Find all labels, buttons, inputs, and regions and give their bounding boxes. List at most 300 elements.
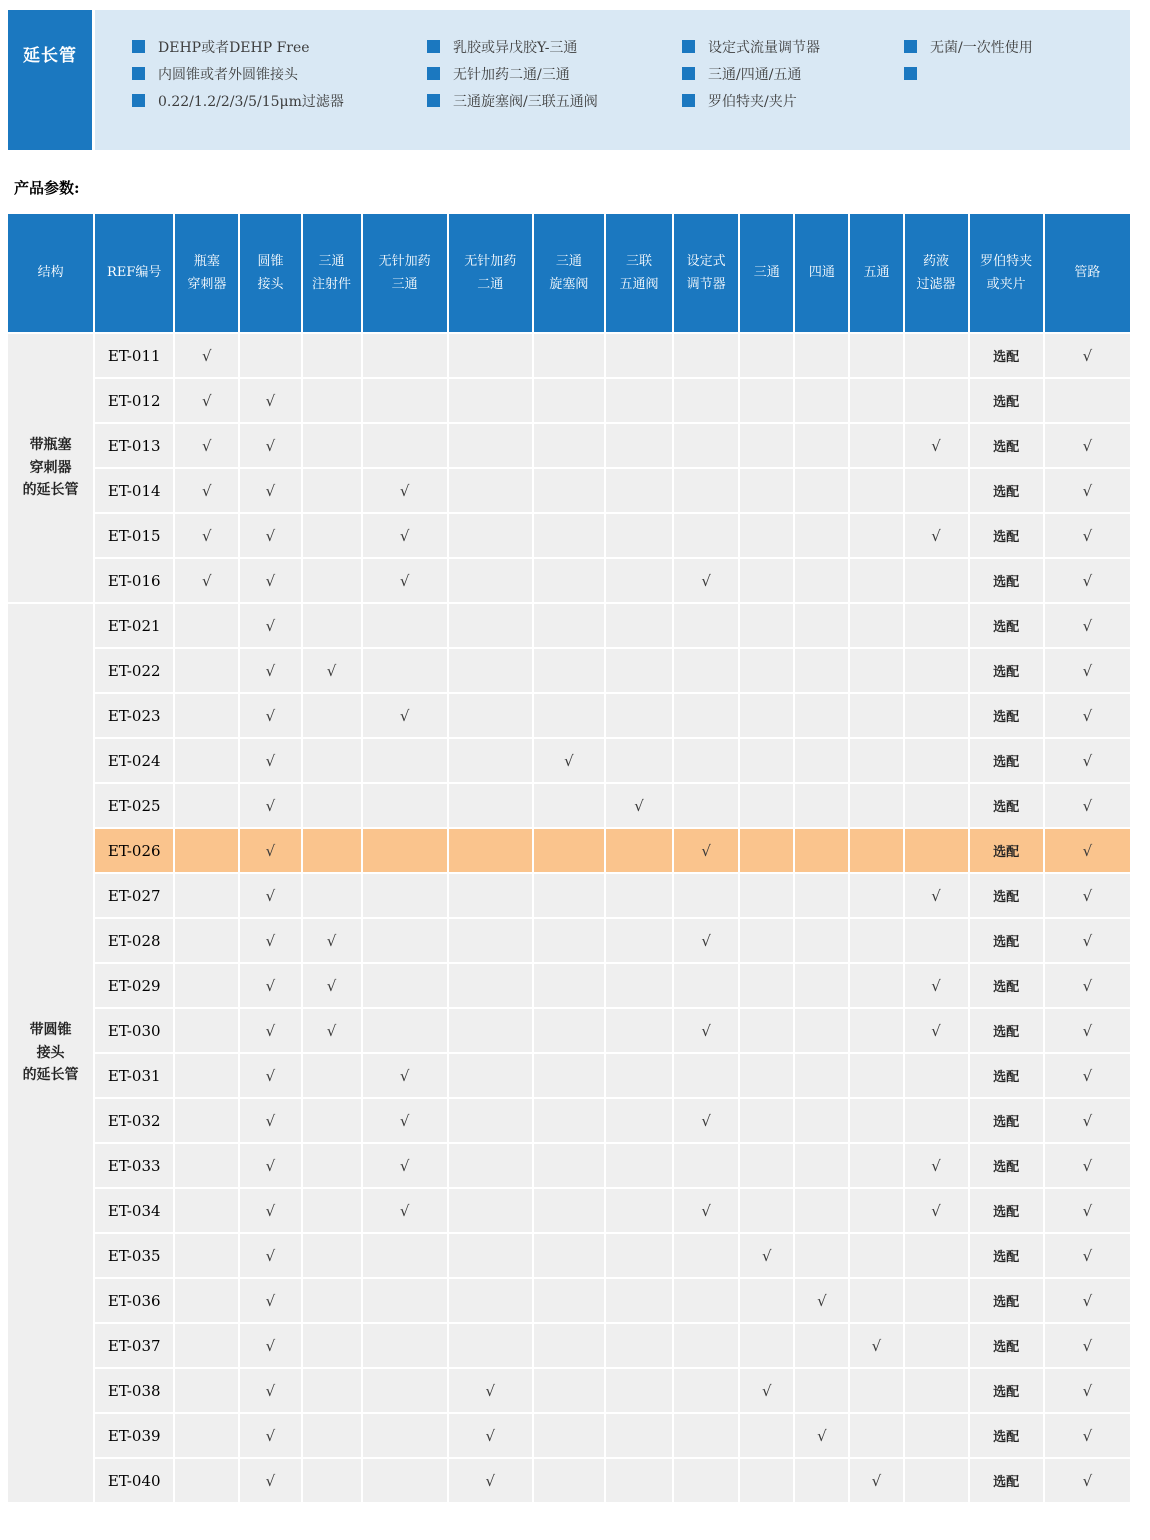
table-row-ET-036[interactable]	[8, 1279, 1130, 1322]
empty-cell	[795, 514, 848, 557]
optional-cell: 选配	[970, 514, 1043, 557]
table-row-ET-039[interactable]	[8, 1414, 1130, 1457]
empty-cell	[363, 1009, 447, 1052]
ref-code: ET-040	[95, 1459, 173, 1502]
check-cell	[240, 649, 300, 692]
table-row-ET-035[interactable]	[8, 1234, 1130, 1277]
empty-cell	[606, 1144, 672, 1187]
empty-cell	[240, 334, 300, 377]
ref-code: ET-034	[95, 1189, 173, 1232]
empty-cell	[534, 424, 604, 467]
empty-cell	[850, 829, 902, 872]
table-row-ET-030[interactable]	[8, 1009, 1130, 1052]
table-row-ET-013[interactable]	[8, 424, 1130, 467]
empty-cell	[303, 739, 361, 782]
empty-cell	[449, 604, 532, 647]
empty-cell	[674, 1144, 738, 1187]
check-cell	[240, 1324, 300, 1367]
empty-cell	[175, 1414, 238, 1457]
empty-cell	[674, 1234, 738, 1277]
empty-cell	[303, 694, 361, 737]
empty-cell	[449, 964, 532, 1007]
feature-item	[427, 91, 682, 110]
check-mark: √	[634, 796, 644, 815]
check-cell	[175, 424, 238, 467]
table-row-ET-034[interactable]	[8, 1189, 1130, 1232]
check-cell	[905, 964, 968, 1007]
check-mark: √	[1082, 1336, 1093, 1355]
empty-cell	[175, 1369, 238, 1412]
table-row-ET-033[interactable]	[8, 1144, 1130, 1187]
empty-cell	[905, 469, 968, 512]
check-mark: √	[1082, 661, 1093, 680]
empty-cell	[795, 739, 848, 782]
table-row-ET-022[interactable]	[8, 649, 1130, 692]
check-cell	[740, 1234, 793, 1277]
check-mark: √	[1082, 571, 1093, 590]
check-cell	[240, 1234, 300, 1277]
empty-cell	[905, 1279, 968, 1322]
check-mark: √	[265, 1021, 276, 1040]
column-header-9: 三联 五通阀	[606, 214, 672, 332]
table-row-ET-025[interactable]	[8, 784, 1130, 827]
check-cell	[303, 919, 361, 962]
check-mark: √	[265, 1426, 276, 1445]
empty-cell	[534, 469, 604, 512]
ref-code: ET-024	[95, 739, 173, 782]
empty-cell	[363, 1459, 447, 1502]
table-row-ET-021[interactable]	[8, 604, 1130, 647]
table-row-ET-012[interactable]	[8, 379, 1130, 422]
empty-cell	[795, 334, 848, 377]
empty-cell	[449, 1144, 532, 1187]
check-cell	[240, 1054, 300, 1097]
check-cell	[1045, 964, 1130, 1007]
check-cell	[795, 1414, 848, 1457]
empty-cell	[175, 694, 238, 737]
check-cell	[674, 1189, 738, 1232]
empty-cell	[449, 739, 532, 782]
check-cell	[240, 1009, 300, 1052]
empty-cell	[606, 1414, 672, 1457]
feature-column-3	[682, 37, 904, 150]
empty-cell	[449, 829, 532, 872]
optional-cell: 选配	[970, 829, 1043, 872]
table-row-ET-032[interactable]	[8, 1099, 1130, 1142]
table-row-ET-029[interactable]	[8, 964, 1130, 1007]
empty-cell	[740, 379, 793, 422]
check-cell	[905, 874, 968, 917]
check-mark: √	[265, 391, 276, 410]
check-mark: √	[931, 1201, 941, 1220]
feature-label: 无菌/一次性使用	[930, 39, 1033, 56]
empty-cell	[850, 649, 902, 692]
empty-cell	[303, 1459, 361, 1502]
check-cell	[1045, 1144, 1130, 1187]
empty-cell	[740, 829, 793, 872]
check-cell	[674, 829, 738, 872]
empty-cell	[850, 784, 902, 827]
table-row-ET-023[interactable]	[8, 694, 1130, 737]
empty-cell	[363, 739, 447, 782]
empty-cell	[606, 1369, 672, 1412]
empty-cell	[740, 1279, 793, 1322]
empty-cell	[363, 1369, 447, 1412]
check-cell	[674, 1009, 738, 1052]
feature-label: 0.22/1.2/2/3/5/15μm过滤器	[158, 93, 344, 110]
empty-cell	[740, 874, 793, 917]
column-header-6: 无针加药 三通	[363, 214, 447, 332]
check-cell	[240, 1414, 300, 1457]
check-cell	[303, 1009, 361, 1052]
empty-cell	[449, 1009, 532, 1052]
check-mark: √	[931, 1156, 941, 1175]
check-mark: √	[1082, 886, 1093, 905]
empty-cell	[449, 469, 532, 512]
check-cell	[1045, 1099, 1130, 1142]
check-mark: √	[265, 1111, 276, 1130]
empty-cell	[606, 1009, 672, 1052]
empty-cell	[303, 424, 361, 467]
check-mark: √	[399, 706, 410, 725]
empty-cell	[363, 379, 447, 422]
table-row-ET-027[interactable]	[8, 874, 1130, 917]
empty-cell	[606, 964, 672, 1007]
empty-cell	[534, 1009, 604, 1052]
feature-item	[427, 64, 682, 83]
empty-cell	[905, 1459, 968, 1502]
column-header-15: 罗伯特夹 或夹片	[970, 214, 1043, 332]
check-mark: √	[265, 841, 276, 860]
check-mark: √	[265, 436, 276, 455]
empty-cell	[740, 739, 793, 782]
empty-cell	[449, 379, 532, 422]
empty-cell	[175, 829, 238, 872]
check-cell	[240, 469, 300, 512]
check-mark: √	[399, 526, 410, 545]
empty-cell	[905, 784, 968, 827]
empty-cell	[795, 1144, 848, 1187]
check-mark: √	[1082, 1246, 1093, 1265]
table-row-ET-028[interactable]	[8, 919, 1130, 962]
check-mark: √	[326, 1021, 337, 1040]
check-mark: √	[1082, 1426, 1093, 1445]
column-header-3: 瓶塞 穿刺器	[175, 214, 238, 332]
empty-cell	[606, 559, 672, 602]
feature-panel	[95, 10, 1130, 150]
empty-cell	[363, 1324, 447, 1367]
feature-label: 内圆锥或者外圆锥接头	[158, 66, 298, 83]
ref-code: ET-011	[95, 334, 173, 377]
empty-cell	[850, 424, 902, 467]
empty-cell	[740, 334, 793, 377]
empty-cell	[303, 1099, 361, 1142]
empty-cell	[795, 919, 848, 962]
empty-cell	[740, 1054, 793, 1097]
empty-cell	[905, 649, 968, 692]
ref-code: ET-030	[95, 1009, 173, 1052]
empty-cell	[606, 1324, 672, 1367]
check-mark: √	[1082, 1066, 1093, 1085]
check-mark: √	[931, 976, 941, 995]
empty-cell	[674, 649, 738, 692]
empty-cell	[795, 694, 848, 737]
check-mark: √	[399, 1201, 410, 1220]
empty-cell	[905, 1324, 968, 1367]
table-row-ET-040[interactable]	[8, 1459, 1130, 1502]
feature-label: 设定式流量调节器	[708, 39, 820, 56]
empty-cell	[674, 784, 738, 827]
check-cell	[240, 919, 300, 962]
empty-cell	[674, 874, 738, 917]
check-cell	[1045, 1414, 1130, 1457]
empty-cell	[905, 604, 968, 647]
check-cell	[363, 1099, 447, 1142]
check-mark: √	[326, 931, 337, 950]
bullet-square-icon	[132, 40, 145, 53]
table-row-ET-011[interactable]	[8, 334, 1130, 377]
check-mark: √	[265, 1156, 276, 1175]
feature-item	[682, 91, 904, 110]
check-mark: √	[871, 1471, 882, 1490]
optional-cell: 选配	[970, 1369, 1043, 1412]
empty-cell	[303, 784, 361, 827]
empty-cell	[449, 1324, 532, 1367]
empty-cell	[674, 964, 738, 1007]
check-cell	[606, 784, 672, 827]
empty-cell	[795, 424, 848, 467]
check-cell	[363, 469, 447, 512]
check-mark: √	[202, 346, 212, 365]
empty-cell	[740, 784, 793, 827]
check-cell	[303, 964, 361, 1007]
check-mark: √	[265, 976, 276, 995]
check-cell	[1045, 694, 1130, 737]
empty-cell	[905, 919, 968, 962]
optional-cell: 选配	[970, 1144, 1043, 1187]
check-mark: √	[265, 1291, 276, 1310]
ref-code: ET-021	[95, 604, 173, 647]
feature-item	[682, 64, 904, 83]
empty-cell	[175, 1144, 238, 1187]
check-mark: √	[1082, 976, 1093, 995]
check-mark: √	[265, 571, 276, 590]
ref-code: ET-013	[95, 424, 173, 467]
ref-code: ET-027	[95, 874, 173, 917]
check-mark: √	[761, 1381, 772, 1400]
empty-cell	[606, 604, 672, 647]
empty-cell	[449, 1054, 532, 1097]
bullet-square-icon	[682, 94, 695, 107]
check-mark: √	[265, 661, 276, 680]
check-cell	[534, 739, 604, 782]
check-mark: √	[701, 571, 711, 590]
check-cell	[363, 1144, 447, 1187]
empty-cell	[606, 1459, 672, 1502]
column-header-10: 设定式 调节器	[674, 214, 738, 332]
optional-cell: 选配	[970, 964, 1043, 1007]
empty-cell	[905, 334, 968, 377]
empty-cell	[795, 1459, 848, 1502]
check-mark: √	[817, 1291, 827, 1310]
feature-item	[904, 37, 1130, 56]
check-mark: √	[701, 841, 711, 860]
column-header-5: 三通 注射件	[303, 214, 361, 332]
table-row-ET-031[interactable]	[8, 1054, 1130, 1097]
table-header	[8, 214, 1130, 332]
empty-cell	[534, 1459, 604, 1502]
empty-cell	[449, 424, 532, 467]
empty-cell	[303, 604, 361, 647]
column-header-8: 三通 旋塞阀	[534, 214, 604, 332]
empty-cell	[303, 1189, 361, 1232]
empty-cell	[449, 1189, 532, 1232]
empty-cell	[674, 1279, 738, 1322]
table-row-ET-016[interactable]	[8, 559, 1130, 602]
empty-cell	[674, 334, 738, 377]
empty-cell	[905, 1369, 968, 1412]
empty-cell	[175, 1279, 238, 1322]
bullet-square-icon	[132, 67, 145, 80]
check-mark: √	[485, 1471, 496, 1490]
bullet-square-icon	[427, 40, 440, 53]
empty-cell	[534, 379, 604, 422]
check-mark: √	[265, 706, 276, 725]
empty-cell	[363, 1414, 447, 1457]
check-mark: √	[265, 931, 276, 950]
empty-cell	[175, 739, 238, 782]
check-cell	[240, 424, 300, 467]
optional-cell: 选配	[970, 559, 1043, 602]
empty-cell	[303, 1324, 361, 1367]
ref-code: ET-038	[95, 1369, 173, 1412]
empty-cell	[534, 919, 604, 962]
group-label-2: 带圆锥 接头 的延长管	[8, 604, 93, 1502]
table-row-ET-015[interactable]	[8, 514, 1130, 557]
check-mark: √	[931, 526, 941, 545]
check-mark: √	[265, 1336, 276, 1355]
check-mark: √	[701, 1201, 711, 1220]
empty-cell	[534, 514, 604, 557]
check-mark: √	[265, 1246, 276, 1265]
empty-cell	[795, 1099, 848, 1142]
check-mark: √	[931, 886, 941, 905]
check-mark: √	[202, 481, 212, 500]
empty-cell	[363, 829, 447, 872]
empty-cell	[850, 514, 902, 557]
empty-cell	[674, 694, 738, 737]
check-cell	[905, 1009, 968, 1052]
empty-cell	[534, 334, 604, 377]
optional-cell: 选配	[970, 1414, 1043, 1457]
product-category-tag: 延长管	[8, 10, 92, 150]
empty-cell	[175, 1054, 238, 1097]
empty-cell	[534, 1369, 604, 1412]
table-row-ET-038[interactable]	[8, 1369, 1130, 1412]
empty-cell	[175, 964, 238, 1007]
empty-cell	[674, 1324, 738, 1367]
empty-cell	[449, 559, 532, 602]
check-mark: √	[1082, 706, 1093, 725]
section-title: 产品参数:	[14, 179, 80, 197]
check-mark: √	[701, 1021, 711, 1040]
check-cell	[1045, 334, 1130, 377]
check-cell	[240, 514, 300, 557]
optional-cell: 选配	[970, 649, 1043, 692]
check-cell	[240, 829, 300, 872]
check-mark: √	[1082, 1291, 1093, 1310]
bullet-square-icon	[427, 67, 440, 80]
check-cell	[240, 1459, 300, 1502]
empty-cell	[449, 1234, 532, 1277]
empty-cell	[449, 1279, 532, 1322]
check-mark: √	[1082, 1201, 1093, 1220]
column-header-1: 结构	[8, 214, 93, 332]
column-header-12: 四通	[795, 214, 848, 332]
empty-cell	[606, 424, 672, 467]
empty-cell	[303, 514, 361, 557]
feature-label: 罗伯特夹/夹片	[708, 93, 797, 110]
empty-cell	[850, 604, 902, 647]
empty-cell	[740, 1189, 793, 1232]
check-cell	[850, 1459, 902, 1502]
check-cell	[240, 739, 300, 782]
check-mark: √	[326, 976, 337, 995]
optional-cell: 选配	[970, 1099, 1043, 1142]
empty-cell	[303, 469, 361, 512]
empty-cell	[740, 604, 793, 647]
check-mark: √	[871, 1336, 882, 1355]
column-header-4: 圆锥 接头	[240, 214, 300, 332]
feature-column-2	[427, 37, 682, 150]
empty-cell	[363, 649, 447, 692]
empty-cell	[740, 1459, 793, 1502]
check-mark: √	[399, 1111, 410, 1130]
empty-cell	[674, 1414, 738, 1457]
empty-cell	[449, 784, 532, 827]
check-cell	[795, 1279, 848, 1322]
empty-cell	[175, 1324, 238, 1367]
check-mark: √	[701, 1111, 711, 1130]
empty-cell	[850, 1054, 902, 1097]
optional-cell: 选配	[970, 1279, 1043, 1322]
empty-cell	[674, 1459, 738, 1502]
table-row-ET-024[interactable]	[8, 739, 1130, 782]
feature-label: 无针加药二通/三通	[453, 66, 570, 83]
table-row-ET-026[interactable]	[8, 829, 1130, 872]
empty-cell	[175, 784, 238, 827]
check-mark: √	[485, 1381, 496, 1400]
check-cell	[240, 379, 300, 422]
check-cell	[1045, 1279, 1130, 1322]
empty-cell	[674, 1369, 738, 1412]
check-mark: √	[564, 751, 574, 770]
optional-cell: 选配	[970, 1009, 1043, 1052]
empty-cell	[606, 1189, 672, 1232]
empty-cell	[363, 874, 447, 917]
check-cell	[1045, 1324, 1130, 1367]
empty-cell	[449, 874, 532, 917]
feature-item	[427, 37, 682, 56]
empty-cell	[795, 829, 848, 872]
empty-cell	[606, 919, 672, 962]
check-cell	[905, 514, 968, 557]
empty-cell	[303, 1414, 361, 1457]
check-mark: √	[265, 1201, 276, 1220]
table-row-ET-037[interactable]	[8, 1324, 1130, 1367]
check-cell	[449, 1414, 532, 1457]
table-row-ET-014[interactable]	[8, 469, 1130, 512]
